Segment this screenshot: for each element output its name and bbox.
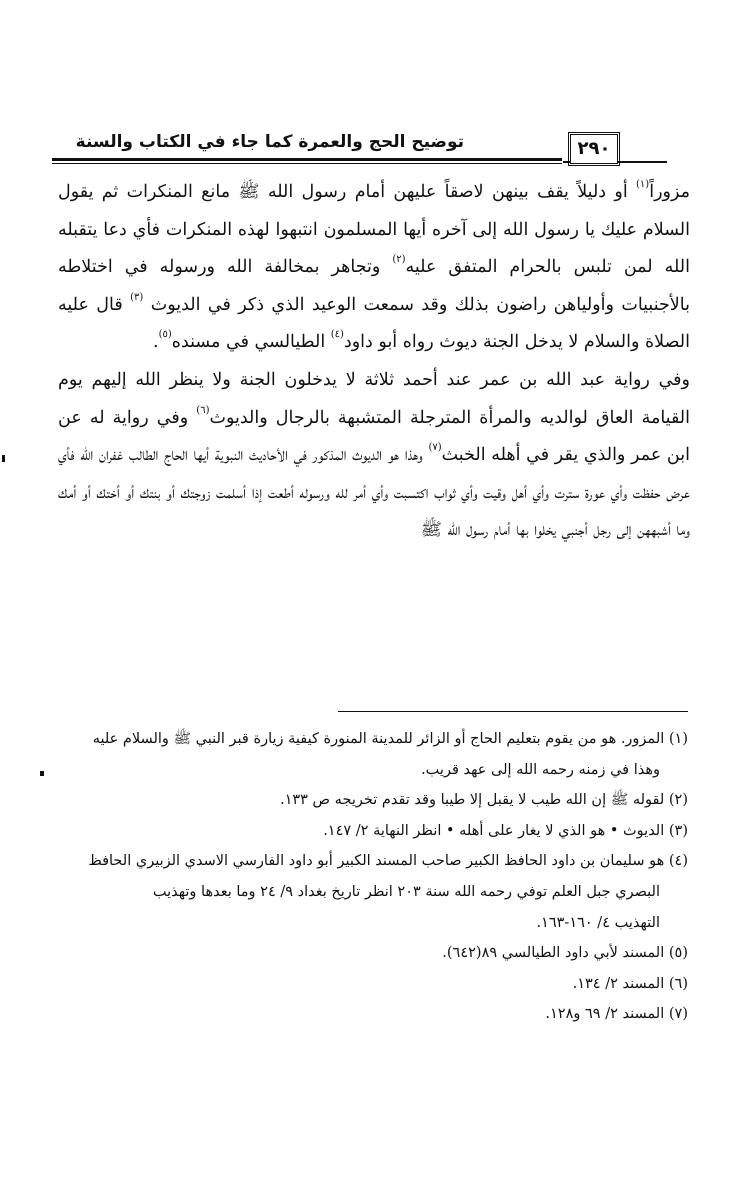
footnote-ref-7: (٧) [428, 442, 442, 454]
footnote-6 [60, 969, 688, 1000]
footnote-ref-2: (٢) [392, 254, 406, 266]
text-segment: أو دليلاً يقف بينهن لاصقاً عليهن أمام رسول الله ﷺ مانع المنكرات ثم يقول السلام عليك يا رسول الله إلى آخره أيها المسلمون انتبهوا لهذه المنكرات فأي دعا يتقبله الله لمن تلبس بالحرام المتفق عليه [58, 182, 690, 278]
footnote-3 [60, 816, 688, 847]
text-segment: مزوراً [649, 182, 690, 202]
text-segment: وتجاهر بمخالفة الله ورسوله في اختلاطه بالأجنبيات وأولياهن راضون بذلك وقد سمعت الوعيد الذي ذكر في الديوث [58, 257, 690, 315]
footnote-line: وهذا في زمنه رحمه الله إلى عهد قريب. [421, 761, 660, 778]
scan-mark [2, 455, 5, 462]
footnote-5 [60, 938, 688, 969]
running-header [52, 128, 692, 172]
footnote-4 [60, 846, 688, 938]
footnote-separator [338, 711, 688, 712]
footnote-line: (٣) الديوث • هو الذي لا يغار على أهله • انظر النهاية ٢/ ١٤٧. [323, 822, 688, 839]
text-segment: قال عليه الصلاة والسلام لا يدخل الجنة ديوث رواه أبو داود [58, 294, 690, 353]
text-segment: وفي رواية له عن ابن عمر والذي يقر في أهله الخبث [58, 407, 690, 466]
footnote-line: (٥) المسند لأبي داود الطيالسي ٨٩(٦٤٢). [442, 945, 688, 962]
footnote-line: (١) المزور. هو من يقوم بتعليم الحاج أو الزائر للمدينة المنورة كيفية زيارة قبر النبي ﷺ والسلام عليه [92, 731, 688, 747]
footnote-7 [60, 999, 688, 1030]
text-segment: وفي رواية عبد الله بن عمر عند أحمد ثلاثة لا يدخلون الجنة ولا ينظر الله إليهم يوم القيامة العاق لوالديه والمرأة المترجلة المتشبهة بالرجال والديوث [58, 369, 690, 428]
main-text [58, 174, 690, 550]
paragraph-2 [58, 362, 690, 550]
footnotes [60, 724, 688, 1030]
page-number: ٢٩٠ [568, 132, 620, 166]
footnote-line: (٦) المسند ٢/ ١٣٤. [572, 975, 688, 992]
text-segment: وهذا هو الديوث المذكور في الأحاديث النبوية أيها الحاج الطالب غفران الله فأي عرض حفظت وأي عورة سترت وأي أهل وقيت وأي ثواب اكتسبت وأي أمر لله ورسوله أطعت إذا أسلمت زوجتك أو بنتك أو أختك أو أمك وما أشبههن إلى رجل أجنبي يخلوا بها أمام رسول الله ﷺ [58, 445, 690, 541]
footnote-ref-3: (٣) [130, 291, 144, 303]
footnote-line: (٧) المسند ٢/ ٦٩ و١٢٨. [545, 1006, 688, 1023]
footnote-line: التهذيب ٤/ ١٦٠-١٦٣. [536, 914, 660, 931]
scan-mark [40, 771, 44, 776]
text-segment: الطيالسي في مسنده [171, 332, 331, 353]
footnote-line: (٢) لقوله ﷺ إن الله طيب لا يقبل إلا طيبا وقد تقدم تخريجه ص ١٣٣. [279, 792, 688, 809]
footnote-2 [60, 785, 688, 816]
footnote-1 [60, 724, 688, 785]
footnote-line: (٤) هو سليمان بن داود الحافظ الكبير صاحب المسند الكبير أبو داود الفارسي الاسدي الزبيري الحافظ [88, 853, 688, 870]
footnote-line: البصري جبل العلم توفي رحمه الله سنة ٢٠٣ انظر تاريخ بغداد ٩/ ٢٤ وما بعدها وتهذيب [152, 883, 660, 900]
footnote-ref-5: (٥) [158, 329, 172, 341]
header-title: توضيح الحج والعمرة كما جاء في الكتاب والسنة [75, 132, 464, 152]
text-segment: . [153, 332, 159, 353]
footnote-ref-6: (٦) [196, 404, 210, 416]
footnote-ref-4: (٤) [330, 329, 344, 341]
footnote-ref-1: (١) [636, 179, 650, 190]
paragraph-1 [58, 174, 690, 362]
header-rule [52, 158, 562, 164]
